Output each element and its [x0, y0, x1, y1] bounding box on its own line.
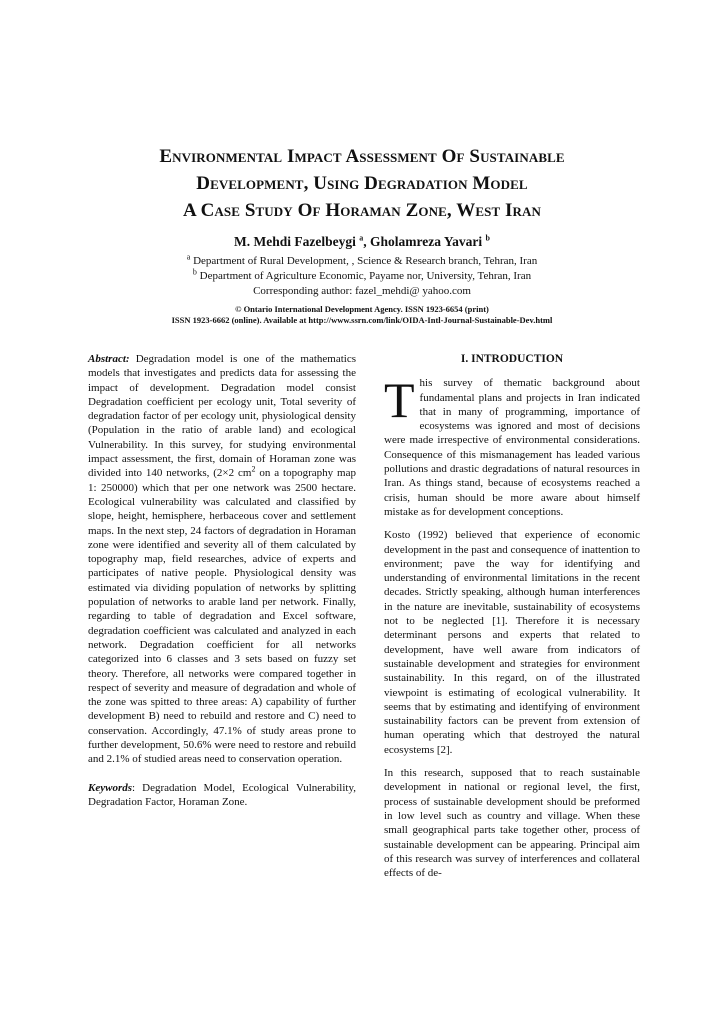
author-2: Gholamreza Yavari: [370, 234, 483, 249]
title-line-1: Environmental Impact Assessment Of Sustainable: [159, 146, 565, 167]
drop-cap: T: [384, 372, 415, 429]
paper-title: [60, 143, 664, 224]
title-line-2: Development, Using Degradation Model: [196, 173, 528, 194]
abstract-text-continued: on a topography map 1: 250000) which that per one network was 2500 hectare. Ecological vulnerability was calculated and classified by slope, height, hemisphere, herbaceous cover and settlement maps. In the next step, 24 factors of degradation in Horaman zone were identified and severity all of them calculated by topography map, field researches, advice of experts and participates of native people. Physiological density was estimated via dividing population of networks by splitting population of networks to arable land per network. Finally, regarding to table of degradation and Excel software, degradation coefficient was calculated and analyzed in each network. Degradation coefficient for all networks categorized into 6 classes and 3 sets based on fuzzy set theory. Therefore, all networks were compared together in respect of severity and measure of degradation and whole of the zone was spitted to three areas: A) capability of further development B) need to rebuild and restore and C) need to conservation. Accordingly, 47.1% of study areas prone to further development, 50.6% were need to restore and rebuild and 2.1% of studied areas need to conservation operation.: [88, 467, 356, 766]
left-column: [88, 352, 356, 818]
keywords-colon: :: [132, 781, 136, 794]
author-separator: ,: [363, 234, 371, 249]
right-column: [384, 352, 640, 889]
author-1-affiliation-mark: a: [359, 233, 364, 243]
affiliation-b: [60, 269, 664, 283]
affiliation-a: [60, 254, 664, 268]
abstract-superscript: 2: [251, 464, 256, 474]
keywords: [88, 781, 356, 810]
intro-paragraph-1: [384, 372, 640, 519]
keywords-label: Keywords: [88, 781, 132, 794]
affiliation-a-mark: a: [186, 252, 191, 262]
abstract-text: Degradation model is one of the mathematics models that investigates and predicts data for assessing the impact of development. Degradation model consist Degradation coefficient per ecology unit, Total severity of degradation factor of per ecology unit, physiological density (Population in the ratio of arable land) and ecological Vulnerability. In this survey, for studying environmental impact assessment, the first, domain of Horaman zone was divided into 140 networks, (2×2 cm: [88, 353, 356, 480]
publication-info: [60, 304, 664, 326]
corresponding-author: Corresponding author: fazel_mehdi@ yahoo.com: [253, 285, 471, 297]
intro-paragraph-2: Kosto (1992) believed that experience of economic development in the past and consequence of inattention to environment; pave the way for identifying and understanding of environmental limitations in the recent decades. Strictly speaking, although human interferences in the nature are inevitable, sustainability of ecosystems not to be neglected [1]. Therefore it is necessary determinant persons and experts that related to development, have well aware from indicators of sustainable development and strategies for environment sustainability. In this regard, on of the illustrated viewpoint is estimating of ecological vulnerability. It seems that by estimating and identifying of environment sustainability factors can be prevent from extension of human operating which that destroyed the natural ecosystems [2].: [384, 529, 640, 756]
author-2-affiliation-mark: b: [485, 233, 490, 243]
section-heading-introduction: I. INTRODUCTION: [460, 353, 564, 365]
author-line: [60, 234, 664, 250]
affiliation-b-mark: b: [192, 267, 197, 277]
abstract-label: Abstract:: [88, 353, 130, 365]
publication-line-1: © Ontario International Development Agency. ISSN 1923-6654 (print): [235, 304, 489, 314]
intro-paragraph-3: In this research, supposed that to reach sustainable development in national or regional level, the first, process of sustainable development should be preformed in low level such as country and village. When these small geographical parts take together other, process of sustainable development can be appearing. Principal aim of this research was survey of interferences and collateral effects of de-: [384, 767, 640, 880]
title-line-3: A Case Study Of Horaman Zone, West Iran: [182, 200, 542, 221]
keywords-text: Degradation Model, Ecological Vulnerability, Degradation Factor, Horaman Zone.: [88, 781, 356, 808]
intro-paragraph-1-text: his survey of thematic background about fundamental plans and projects in Iran indicated that in many of programming, importance of ecosystems was ignored and most of decisions were made irrespective of environmental considerations. Consequence of this mismanagement has leaded various pollutions and drastic degradations of natural resources in Iran. As things stand, because of ecosystems reached a crisis, human should be more aware about himself mistake as for development conceptions.: [384, 377, 640, 518]
affiliation-a-text: Department of Rural Development, , Science & Research branch, Tehran, Iran: [193, 255, 538, 267]
affiliation-b-text: Department of Agriculture Economic, Payame nor, University, Tehran, Iran: [199, 270, 532, 282]
abstract: [88, 352, 356, 767]
author-1: M. Mehdi Fazelbeygi: [234, 234, 356, 249]
publication-line-2: ISSN 1923-6662 (online). Available at http://www.ssrn.com/link/OIDA-Intl-Journal-Sustainable-Dev.html: [171, 315, 553, 325]
